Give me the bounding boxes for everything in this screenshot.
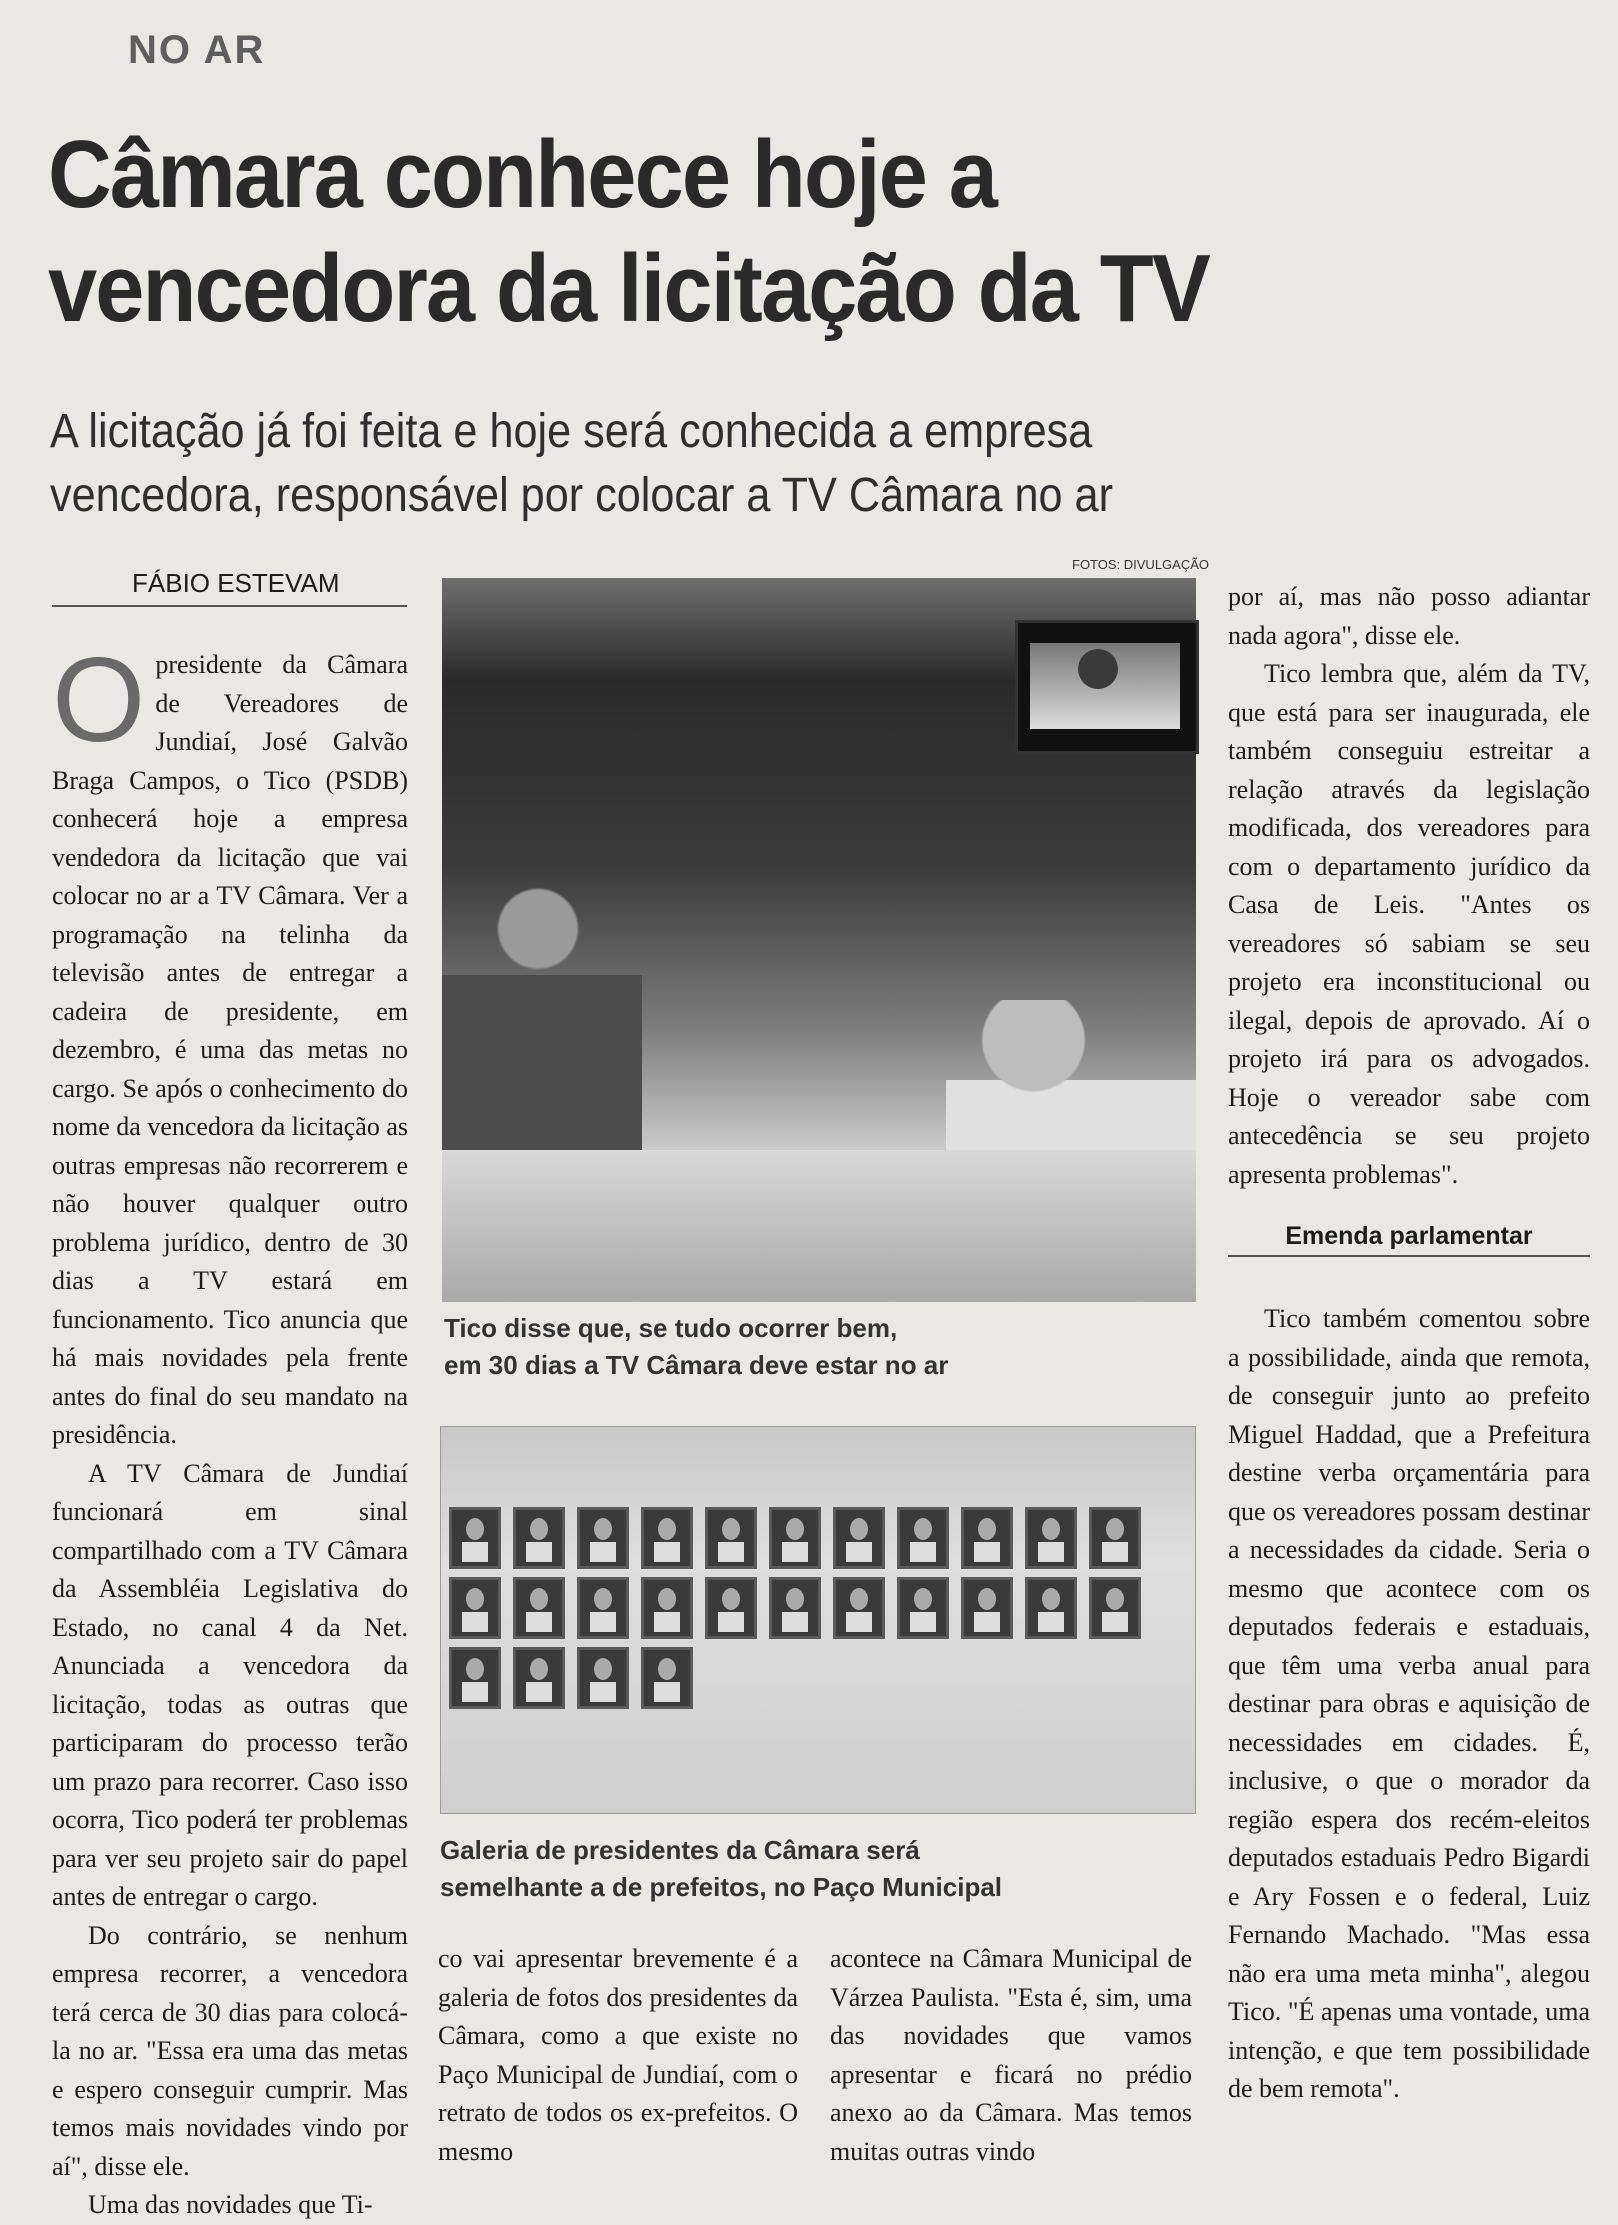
- article-column-4: [1228, 578, 1590, 1189]
- photo-tv-monitor: [1015, 620, 1199, 754]
- caption-photo-2-line-1: Galeria de presidentes da Câmara será: [440, 1835, 920, 1865]
- paragraph-3: Do contrário, se nenhum empresa recorrer, a vencedora terá cerca de 30 dias para colocá-la no ar. "Essa era uma das metas e espero conseguir cumprir. Mas temos mais novidades vindo por aí", disse ele.: [52, 1920, 408, 2181]
- photo-desk: [442, 1150, 1196, 1302]
- portrait-frame: [833, 1577, 885, 1639]
- column-3-text: acontece na Câmara Municipal de Várzea Paulista. "Esta é, sim, uma das novidades que vamos apresentar e ficará no prédio anexo ao da Câmara. Mas temos muitas outras vindo: [830, 1944, 1192, 2166]
- section-label: NO AR: [128, 28, 266, 72]
- subheadline: [50, 400, 1490, 528]
- portrait-frame: [641, 1577, 693, 1639]
- portrait-frame: [641, 1507, 693, 1569]
- photo-credit: FOTOS: DIVULGAÇÃO: [1072, 557, 1210, 572]
- caption-photo-2: [440, 1832, 1200, 1906]
- article-column-1: [52, 633, 408, 2219]
- portrait-frame: [449, 1577, 501, 1639]
- portrait-frame: [961, 1507, 1013, 1569]
- portrait-frame: [449, 1647, 501, 1709]
- portrait-frame: [833, 1507, 885, 1569]
- portrait-frame: [449, 1507, 501, 1569]
- paragraph-1: [52, 633, 408, 1455]
- column-2-text: co vai apresentar brevemente é a galeria de fotos dos presidentes da Câmara, como a que existe no Paço Municipal de Jundiaí, com o retrato de todos os ex-prefeitos. O mesmo: [438, 1944, 798, 2166]
- portrait-frame: [1025, 1577, 1077, 1639]
- portrait-frame: [1089, 1507, 1141, 1569]
- headline: [48, 118, 1465, 346]
- portrait-frames: [449, 1507, 1189, 1709]
- article-column-3: [830, 1940, 1192, 2190]
- paragraph-1-text: presidente da Câmara de Vereadores de Jundiaí, José Galvão Braga Campos, o Tico (PSDB) conhecerá hoje a empresa vendedora da licitação que vai colocar no ar a TV Câmara. Ver a programação na telinha da televisão antes de entregar a cadeira de presidente, em dezembro, é uma das metas no cargo. Se após o conhecimento do nome da vencedora da licitação as outras empresas não recorrerem e não houver qualquer outro problema jurídico, dentro de 30 dias a TV estará em funcionamento. Tico anuncia que há mais novidades pela frente antes do final do seu mandato na presidência.: [52, 650, 408, 1449]
- portrait-frame: [1089, 1577, 1141, 1639]
- portrait-frame: [897, 1577, 949, 1639]
- headline-line-1: Câmara conhece hoje a: [48, 121, 997, 228]
- paragraph-2: A TV Câmara de Jundiaí funcionará em sinal compartilhado com a TV Câmara da Assembléia Legislativa do Estado, no canal 4 da Net. Anunciada a vencedora da licitação, todas as outras que participaram do processo terão um prazo para recorrer. Caso isso ocorra, Tico poderá ter problemas para ver seu projeto sair do papel antes de entregar o cargo.: [52, 1458, 408, 1911]
- portrait-frame: [1025, 1507, 1077, 1569]
- headline-line-2: vencedora da licitação da TV: [48, 235, 1209, 342]
- column-4-paragraph-2: Tico lembra que, além da TV, que está para ser inaugurada, ele também conseguiu estreitar a relação através da legislação modificada, dos vereadores para com o departamento jurídico da Casa de Leis. "Antes os vereadores só sabiam se seu projeto era inconstitucional ou ilegal, depois de aprovado. Aí o projeto irá para os advogados. Hoje o vereador sabe com antecedência se seu projeto apresenta problemas".: [1228, 659, 1590, 1189]
- portrait-frame: [513, 1647, 565, 1709]
- portrait-frame: [961, 1577, 1013, 1639]
- column-4-paragraph-1: por aí, mas não posso adiantar nada agora", disse ele.: [1228, 582, 1590, 650]
- portrait-frame: [513, 1507, 565, 1569]
- paragraph-4: Uma das novidades que Ti-: [88, 2190, 373, 2219]
- portrait-frame: [641, 1647, 693, 1709]
- portrait-frame: [769, 1507, 821, 1569]
- subheadline-line-2: vencedora, responsável por colocar a TV Câmara no ar: [50, 469, 1113, 522]
- subheadline-line-1: A licitação já foi feita e hoje será conhecida a empresa: [50, 405, 1093, 458]
- portrait-frame: [577, 1647, 629, 1709]
- portrait-frame: [705, 1507, 757, 1569]
- portrait-frame: [769, 1577, 821, 1639]
- section-subtitle: Emenda parlamentar: [1228, 1222, 1590, 1257]
- portrait-frame: [897, 1507, 949, 1569]
- caption-photo-2-line-2: semelhante a de prefeitos, no Paço Municipal: [440, 1872, 1003, 1902]
- drop-cap: O: [52, 633, 146, 767]
- portrait-frame: [513, 1577, 565, 1639]
- portrait-frame: [705, 1577, 757, 1639]
- byline: FÁBIO ESTEVAM: [52, 568, 407, 607]
- portrait-frame: [577, 1507, 629, 1569]
- portrait-frame: [577, 1577, 629, 1639]
- photo-portrait-gallery: [440, 1426, 1196, 1814]
- column-4b-text: Tico também comentou sobre a possibilidade, ainda que remota, de conseguir junto ao prefeito Miguel Haddad, que a Prefeitura destine verba orçamentária para que os vereadores possam destinar a necessidades da cidade. Seria o mesmo que acontece com os deputados federais e estaduais, que têm uma verba anual para destinar para obras e aquisição de necessidades em cidades. É, inclusive, o que o morador da região espera dos recém-eleitos deputados estaduais Pedro Bigardi e Ary Fossen e o federal, Luiz Fernando Machado. "Mas essa não era uma meta minha", alegou Tico. "É apenas uma vontade, uma intenção, e que tem possibilidade de bem remota".: [1228, 1304, 1590, 2103]
- caption-photo-1: [444, 1310, 1204, 1384]
- caption-photo-1-line-1: Tico disse que, se tudo ocorrer bem,: [444, 1313, 898, 1343]
- article-column-2: [438, 1940, 798, 2190]
- caption-photo-1-line-2: em 30 dias a TV Câmara deve estar no ar: [444, 1350, 949, 1380]
- article-column-4b: [1228, 1300, 1590, 2194]
